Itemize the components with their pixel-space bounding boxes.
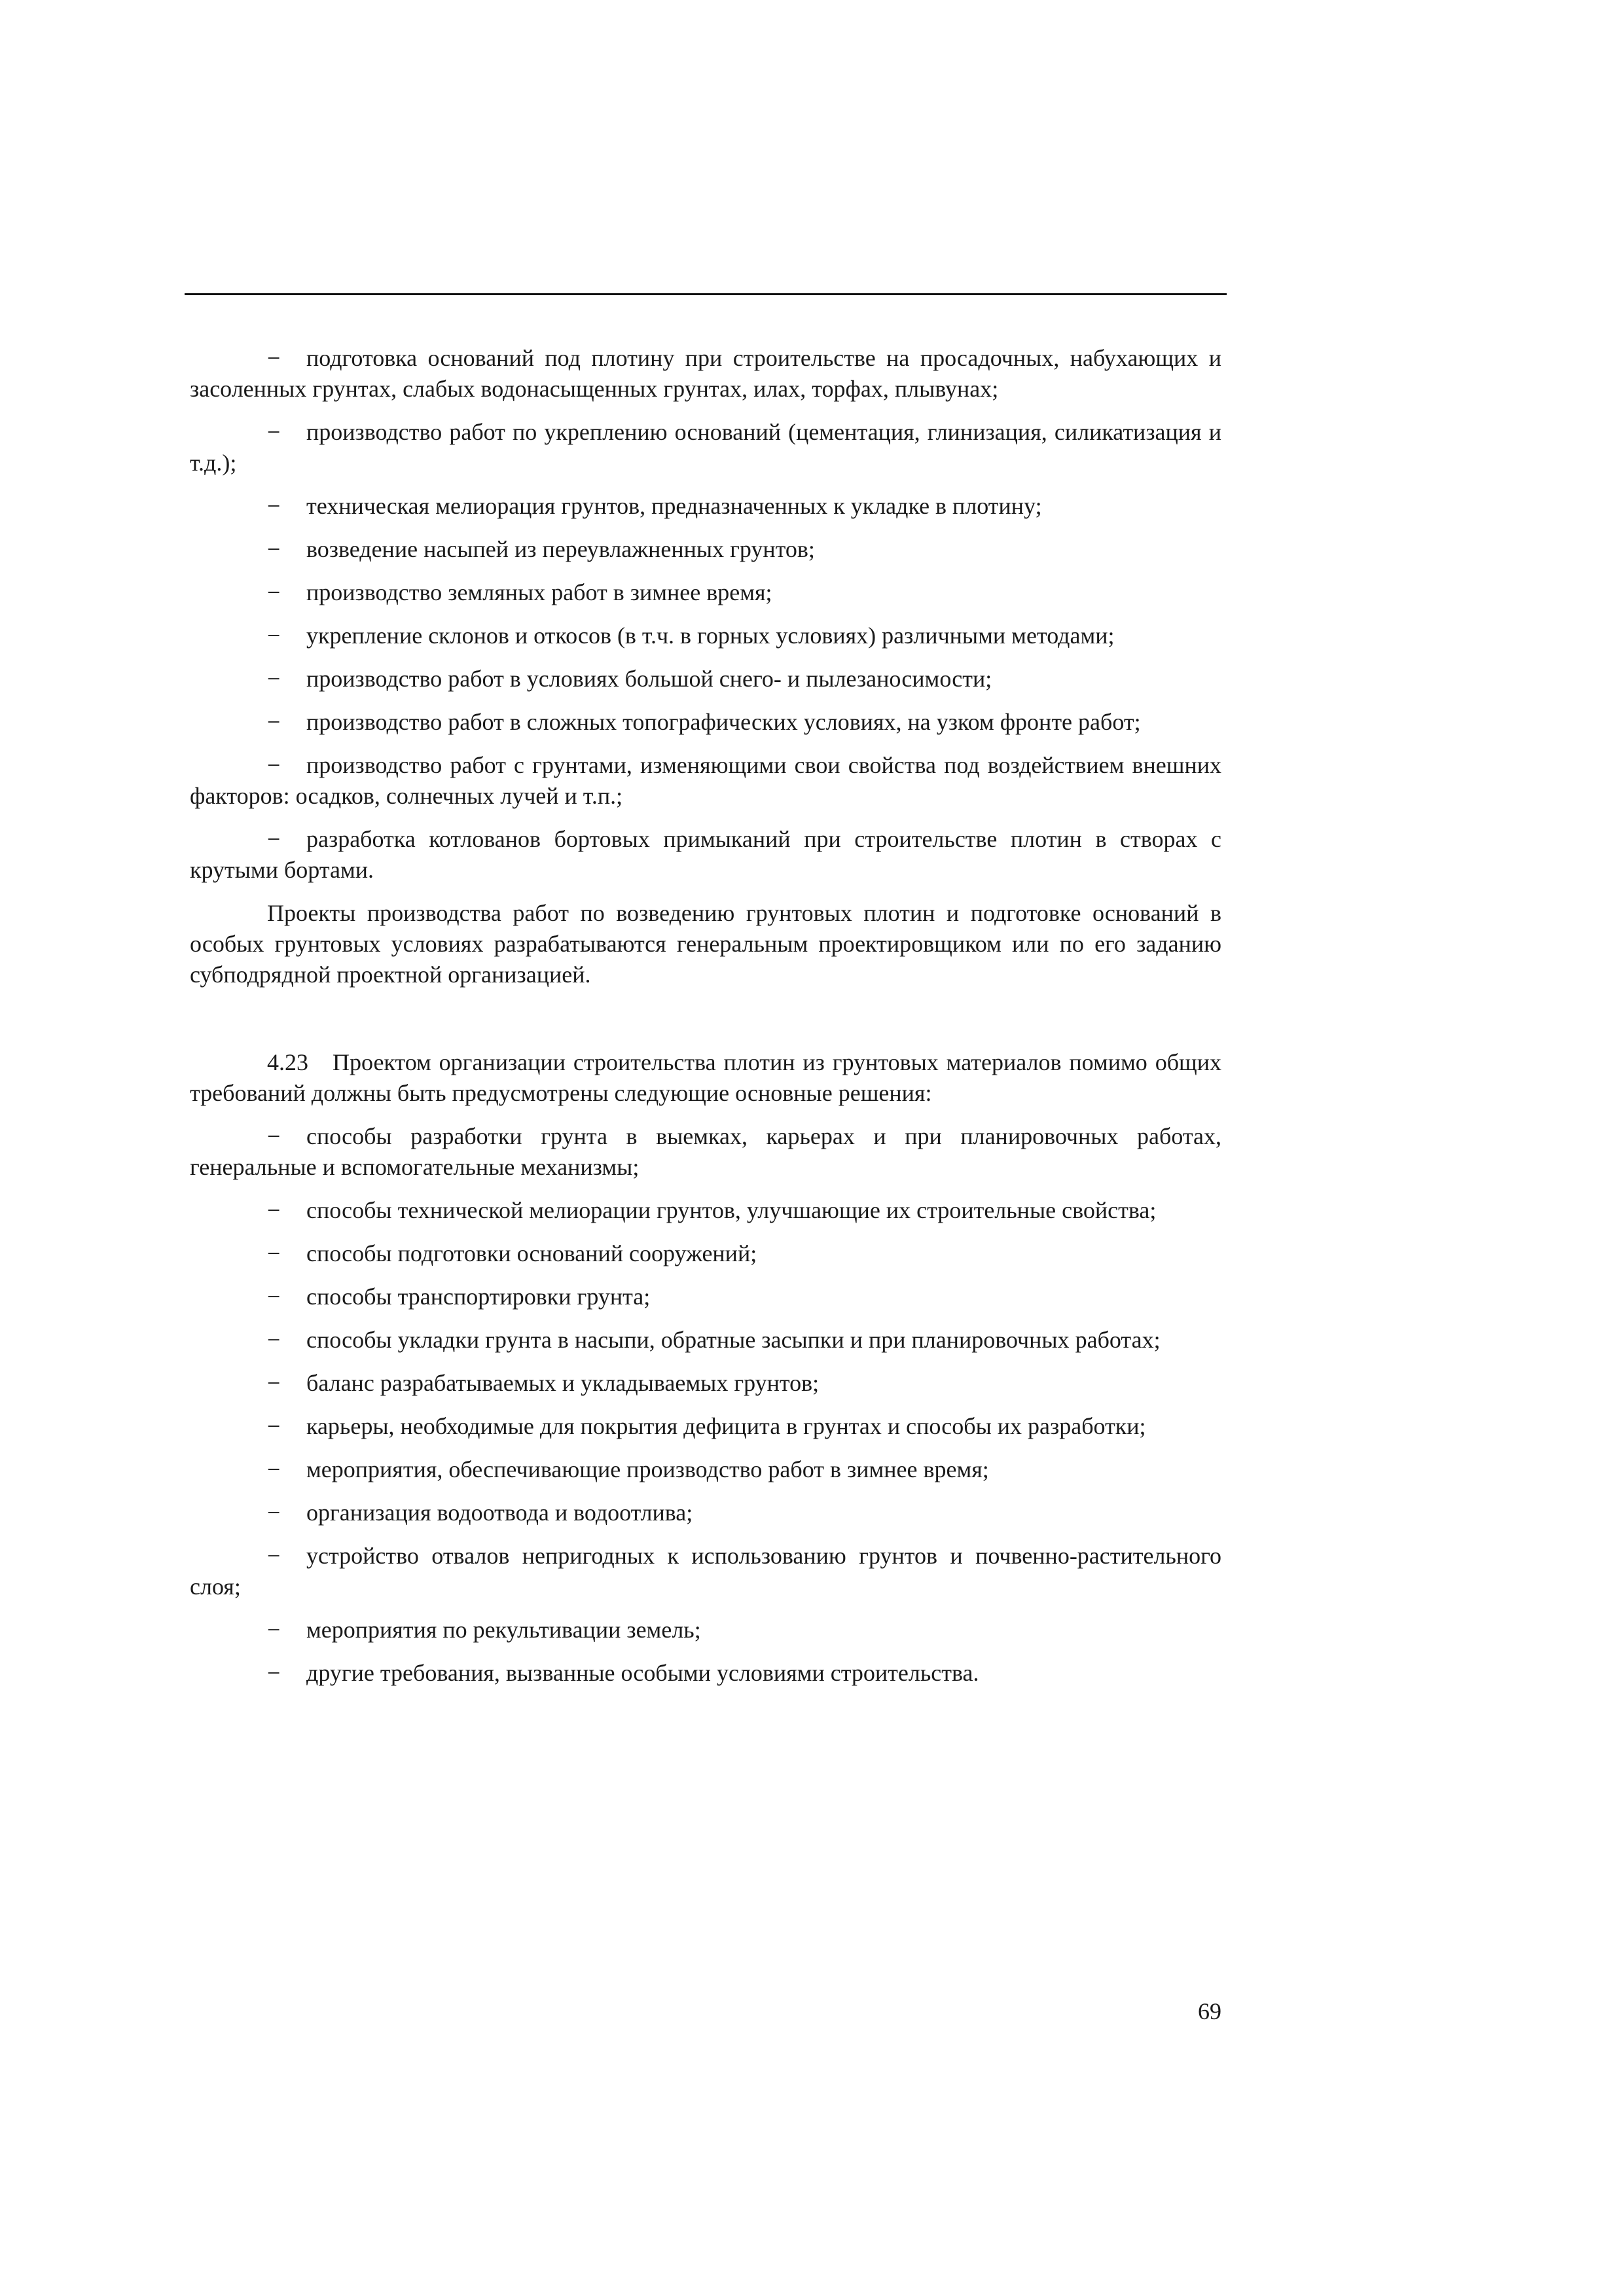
list-item-text: другие требования, вызванные особыми условиями строительства. xyxy=(306,1660,979,1686)
list-item xyxy=(190,1615,1221,1645)
dash-marker: − xyxy=(267,826,281,852)
list-item xyxy=(190,1541,1221,1602)
list-item-text: производство работ в условиях большой снего- и пылезаносимости; xyxy=(306,666,992,692)
dash-marker: − xyxy=(267,1240,281,1266)
list-item-text: способы разработки грунта в выемках, карьерах и при планировочных работах, генеральные и вспомогательные механизмы; xyxy=(190,1123,1221,1180)
list-item xyxy=(190,577,1221,608)
list-item-text: производство работ с грунтами, изменяющими свои свойства под воздействием внешних факторов: осадков, солнечных лучей и т.п.; xyxy=(190,752,1221,809)
section-number: 4.23 xyxy=(267,1049,308,1075)
dash-marker: − xyxy=(267,1456,281,1482)
section-spacer xyxy=(190,1003,1221,1047)
list-item-text: мероприятия по рекультивации земель; xyxy=(306,1617,701,1643)
list-item-text: возведение насыпей из переувлажненных грунтов; xyxy=(306,536,815,562)
dash-marker: − xyxy=(267,493,281,519)
list-main-decisions xyxy=(190,1121,1221,1689)
list-item xyxy=(190,1195,1221,1226)
dash-marker: − xyxy=(267,579,281,605)
list-item xyxy=(190,343,1221,404)
dash-marker: − xyxy=(267,1123,281,1149)
list-item xyxy=(190,1325,1221,1355)
list-item xyxy=(190,1282,1221,1312)
dash-marker: − xyxy=(267,1499,281,1526)
section-text: Проектом организации строительства плотин из грунтовых материалов помимо общих требований должны быть предусмотрены следующие основные решения: xyxy=(190,1049,1221,1106)
dash-marker: − xyxy=(267,622,281,649)
paragraph-work-projects: Проекты производства работ по возведению грунтовых плотин и подготовке оснований в особых грунтовых условиях разрабатываются генеральным проектировщиком или по его заданию субподрядной проектной организацией. xyxy=(190,900,1221,988)
page-number: 69 xyxy=(1198,1998,1221,2024)
list-item-text: способы подготовки оснований сооружений; xyxy=(306,1240,757,1266)
list-item-text: баланс разрабатываемых и укладываемых грунтов; xyxy=(306,1370,820,1396)
list-item xyxy=(190,1498,1221,1528)
list-item-text: техническая мелиорация грунтов, предназначенных к укладке в плотину; xyxy=(306,493,1042,519)
list-item-text: карьеры, необходимые для покрытия дефицита в грунтах и способы их разработки; xyxy=(306,1413,1146,1439)
dash-marker: − xyxy=(267,1197,281,1223)
list-item-text: способы транспортировки грунта; xyxy=(306,1283,651,1310)
list-item xyxy=(190,664,1221,694)
list-item xyxy=(190,750,1221,812)
list-measures-special-conditions xyxy=(190,343,1221,886)
dash-marker: − xyxy=(267,1617,281,1643)
list-item xyxy=(190,534,1221,565)
list-item-text: способы укладки грунта в насыпи, обратные засыпки и при планировочных работах; xyxy=(306,1327,1161,1353)
list-item xyxy=(190,1238,1221,1269)
list-item-text: производство земляных работ в зимнее время; xyxy=(306,579,772,605)
list-item xyxy=(190,417,1221,478)
list-item xyxy=(190,824,1221,886)
list-item-text: производство работ в сложных топографических условиях, на узком фронте работ; xyxy=(306,709,1141,735)
list-item-text: организация водоотвода и водоотлива; xyxy=(306,1499,693,1526)
dash-marker: − xyxy=(267,1283,281,1310)
section-4-23 xyxy=(190,1047,1221,1109)
list-item-text: подготовка оснований под плотину при строительстве на просадочных, набухающих и засоленных грунтах, слабых водонасыщенных грунтах, илах, торфах, плывунах; xyxy=(190,345,1221,402)
dash-marker: − xyxy=(267,536,281,562)
list-item xyxy=(190,1454,1221,1485)
list-item xyxy=(190,1121,1221,1183)
dash-marker: − xyxy=(267,709,281,735)
list-item-text: укрепление склонов и откосов (в т.ч. в горных условиях) различными методами; xyxy=(306,622,1115,649)
list-item xyxy=(190,1411,1221,1442)
dash-marker: − xyxy=(267,1370,281,1396)
dash-marker: − xyxy=(267,419,281,445)
dash-marker: − xyxy=(267,666,281,692)
list-item-text: мероприятия, обеспечивающие производство работ в зимнее время; xyxy=(306,1456,989,1482)
header-rule xyxy=(185,293,1227,295)
dash-marker: − xyxy=(267,345,281,371)
list-item xyxy=(190,620,1221,651)
list-item-text: разработка котлованов бортовых примыканий при строительстве плотин в створах с крутыми бортами. xyxy=(190,826,1221,883)
list-item-text: устройство отвалов непригодных к использованию грунтов и почвенно-растительного слоя; xyxy=(190,1543,1221,1600)
dash-marker: − xyxy=(267,1543,281,1569)
list-item-text: способы технической мелиорации грунтов, улучшающие их строительные свойства; xyxy=(306,1197,1157,1223)
list-item xyxy=(190,1368,1221,1399)
page-body xyxy=(190,343,1221,1701)
dash-marker: − xyxy=(267,1413,281,1439)
list-item-text: производство работ по укреплению оснований (цементация, глинизация, силикатизация и т.д.); xyxy=(190,419,1221,476)
dash-marker: − xyxy=(267,752,281,778)
list-item xyxy=(190,1658,1221,1689)
list-item xyxy=(190,491,1221,522)
list-item xyxy=(190,707,1221,738)
dash-marker: − xyxy=(267,1660,281,1686)
dash-marker: − xyxy=(267,1327,281,1353)
